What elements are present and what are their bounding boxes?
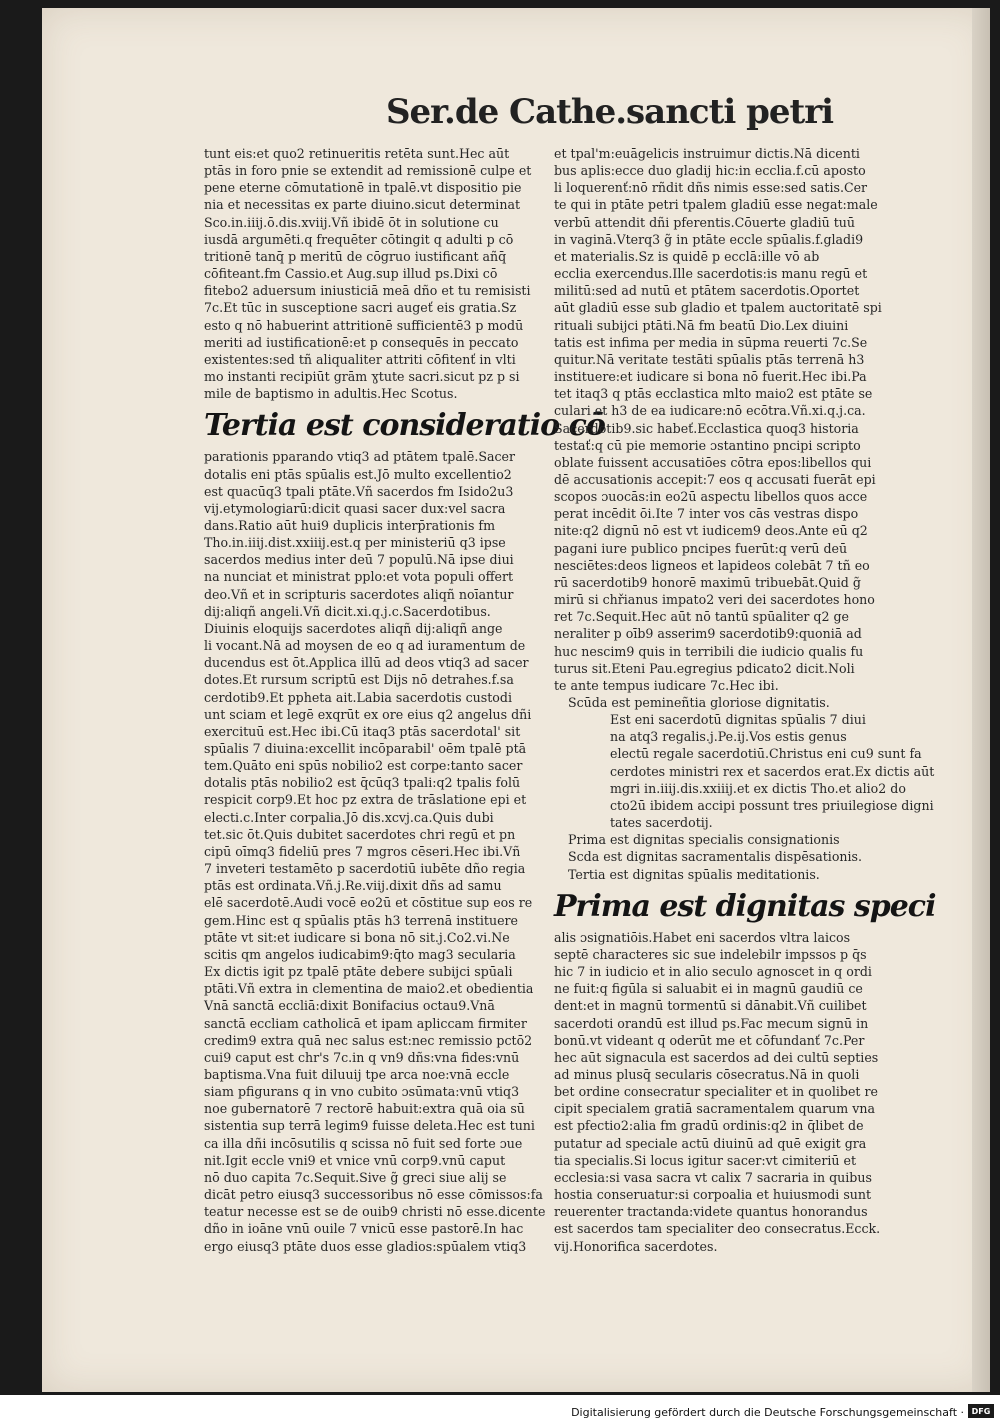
text-line: tunt eis:et quo2 retinueritis retēta sunt.Hec aūt xyxy=(204,146,510,161)
text-line: credim9 extra quā nec salus est:nec remissio pctō2 xyxy=(204,1032,533,1048)
text-line: bus aplis:ecce duo gladij hic:in ecclia.f.cū aposto xyxy=(554,163,866,179)
text-line: perat incēdit ōi.Ite 7 inter vos cās vestras dispo xyxy=(554,506,859,522)
text-line: tia specialis.Si locus igitur sacer:vt cimiteriū et xyxy=(554,1152,857,1168)
text-line: Scda est dignitas sacramentalis dispēsationis. xyxy=(568,849,863,865)
text-line: dij:aliqñ angeli.Vñ dicit.xi.q.j.c.Sacerdotibus. xyxy=(204,603,491,619)
text-line: mgri in.iiij.dis.xxiiij.et ex dictis Tho.et alio2 do xyxy=(610,780,906,796)
text-line: nite:q2 dignū nō est vt iudicem9 deos.Ante eū q2 xyxy=(554,523,868,539)
text-line: Prima est dignitas specialis consignationis xyxy=(568,832,840,848)
text-line: ne fuit:q figūla si saluabit ei in magnū gaudiū ce xyxy=(554,981,863,997)
text-line: putatur ad speciale actū diuinū ad quē exigit gra xyxy=(554,1135,867,1151)
text-line: tem.Quāto eni spūs nobilio2 est corpe:tanto sacer xyxy=(204,758,523,774)
text-line: Tho.in.iiij.dist.xxiiij.est.q per ministeriū q3 ipse xyxy=(204,535,506,551)
text-line: bonū.vt videant q oderūt me et cōfundanť 7c.Per xyxy=(554,1032,865,1048)
text-line: tates sacerdotij. xyxy=(610,815,713,831)
right-column xyxy=(554,145,936,1255)
text-line: cui9 caput est chr's 7c.in q vn9 dñs:vna fides:vnū xyxy=(204,1049,520,1065)
text-line: vij.Honorifica sacerdotes. xyxy=(554,1238,718,1254)
text-line: tatis est infima per media in sūpma reuerti 7c.Se xyxy=(554,334,868,350)
text-line: teatur necesse est se de ouib9 christi nō esse.dicente xyxy=(204,1204,546,1220)
running-head: Ser.de Cathe.sancti petri xyxy=(386,92,834,132)
text-line: te qui in ptāte petri tpalem gladiū esse negat:male xyxy=(554,197,878,213)
text-line: ptāti.Vñ extra in clementina de maio2.et obedientia xyxy=(204,981,534,997)
section-heading-prima: Prima est dignitas speci xyxy=(554,888,936,924)
text-line: ducendus est ōt.Applica illū ad deos vtiq3 ad sacer xyxy=(204,655,529,671)
text-line: scitis qm angelos iudicabim9:q̄to mag3 secularia xyxy=(204,946,516,962)
text-line: ecclesia:si vasa sacra vt calix 7 sacraria in quibus xyxy=(554,1169,872,1185)
text-line: sacerdos medius inter deū 7 populū.Nā ipse diui xyxy=(204,552,514,568)
text-line: ptās in foro pnie se extendit ad remissionē culpe et xyxy=(204,163,532,179)
text-line: dño in ioāne vnū ouile 7 vnicū esse pastorē.In hac xyxy=(204,1221,524,1237)
text-line: culari et h3 de ea iudicare:nō ecōtra.Vñ.xi.q.j.ca. xyxy=(554,403,866,419)
text-line: dotalis ptās nobilio2 est q̄cūq3 tpali:q2 tpalis folū xyxy=(204,775,521,791)
text-line: te ante tempus iudicare 7c.Hec ibi. xyxy=(554,677,779,693)
text-line: mile de baptismo in adultis.Hec Scotus. xyxy=(204,386,458,402)
text-line: mirū si chřianus impato2 veri dei sacerdotes hono xyxy=(554,592,875,608)
left-column xyxy=(204,145,605,1255)
text-line: fitebo2 aduersum iniusticiā meā dño et tu remisisti xyxy=(204,283,531,299)
text-line: et materialis.Sz is quidē p ecclā:ille vō ab xyxy=(554,248,820,264)
text-line: instituere:et iudicare si bona nō fuerit.Hec ibi.Pa xyxy=(554,369,867,385)
text-line: cerdotes ministri rex et sacerdos erat.Ex dictis aūt xyxy=(610,763,935,779)
text-line: dotalis eni ptās spūalis est.Jō multo excellentio2 xyxy=(204,466,512,482)
text-line: in vaginā.Vterq3 g̃ in ptāte eccle spūalis.f.gladi9 xyxy=(554,231,864,247)
text-line: sanctā eccliam catholicā et ipam apliccam firmiter xyxy=(204,1015,527,1031)
text-line: 7c.Et tūc in susceptione sacri augeť eis gratia.Sz xyxy=(204,300,517,316)
text-line: quitur.Nā veritate testāti spūalis ptās terrenā h3 xyxy=(554,351,865,367)
text-line: hec aūt signacula est sacerdos ad dei cultū septies xyxy=(554,1049,879,1065)
text-line: dans.Ratio aūt hui9 duplicis interp̄rationis fm xyxy=(204,517,496,533)
text-line: testať:q cū pie memorie ɔstantino pncipi scripto xyxy=(554,437,861,453)
text-line: ptās est ordinata.Vñ.j.Re.viij.dixit dñs ad samu xyxy=(204,878,502,894)
text-line: deo.Vñ et in scripturis sacerdotes aliqñ noīantur xyxy=(204,586,514,602)
text-line: noe gubernatorē 7 rectorē habuit:extra quā oia sū xyxy=(204,1101,525,1117)
text-line: vij.etymologiarū:dicit quasi sacer dux:vel sacra xyxy=(204,500,506,516)
text-line: li loquerenť:nō rñdit dñs nimis esse:sed satis.Cer xyxy=(554,180,868,196)
text-line: militū:sed ad nutū et ptātem sacerdotis.Oportet xyxy=(554,283,860,299)
text-line: nō duo capita 7c.Sequit.Sive g̃ greci siue alij se xyxy=(204,1169,507,1185)
section-heading-tertia: Tertia est consideratio cō xyxy=(204,408,605,444)
text-line: sacerdoti orandū est illud ps.Fac mecum signū in xyxy=(554,1015,869,1031)
text-line: parationis pparando vtiq3 ad ptātem tpalē.Sacer xyxy=(204,449,516,465)
text-line: dicāt petro eiusq3 successoribus nō esse cōmissos:fa xyxy=(204,1187,543,1203)
text-line: ca illa dñi incōsutilis q scissa nō fuit sed forte ɔue xyxy=(204,1135,523,1151)
text-line: siam pfigurans q in vno cubito ɔsūmata:vnū vtiq3 xyxy=(204,1084,520,1100)
text-line: Est eni sacerdotū dignitas spūalis 7 diui xyxy=(610,712,866,728)
text-line: iusdā argumēti.q frequēter cōtingit q adulti p cō xyxy=(204,231,514,247)
text-line: tet itaq3 q ptās ecclastica mlto maio2 est ptāte se xyxy=(554,386,873,402)
text-line: meriti ad iustificationē:et p consequēs in peccato xyxy=(204,334,519,350)
text-line: dotes.Et rursum scriptū est Dijs nō detrahes.f.sa xyxy=(204,672,514,688)
text-line: dē accusationis accepit:7 eos q accusati fuerāt epi xyxy=(554,471,876,487)
text-line: bet ordine consecratur specialiter et in quolibet re xyxy=(554,1084,878,1100)
text-line: na atq3 regalis.j.Pe.ij.Vos estis genus xyxy=(610,729,847,745)
text-line: est quacūq3 tpali ptāte.Vñ sacerdos fm Isido2u3 xyxy=(204,483,514,499)
text-line: hostia conseruatur:si corpoalia et huiusmodi sunt xyxy=(554,1187,872,1203)
text-line: aūt gladiū esse sub gladio et tpalem auctoritatē spi xyxy=(554,300,882,316)
text-line: est sacerdos tam specialiter deo consecratus.Ecck. xyxy=(554,1221,881,1237)
text-line: respicit corp9.Et hoc pz extra de trāslatione epi et xyxy=(204,792,527,808)
text-line: ptāte vt sit:et iudicare si bona nō sit.j.Co2.vi.Ne xyxy=(204,929,510,945)
text-line: cerdotib9.Et ppheta ait.Labia sacerdotis custodi xyxy=(204,689,512,705)
text-line: baptisma.Vna fuit diluuij tpe arca noe:vnā eccle xyxy=(204,1066,510,1082)
text-line: na nunciat et ministrat pplo:et vota populi offert xyxy=(204,569,514,585)
text-line: ad minus plusq̄ secularis cōsecratus.Nā in quoli xyxy=(554,1066,860,1082)
text-line: esto q nō habuerint attritionē sufficientē3 p modū xyxy=(204,317,524,333)
text-line: cōfiteant.fm Cassio.et Aug.sup illud ps.Dixi cō xyxy=(204,266,498,282)
text-line: spūalis 7 diuina:excellit incōparabil' oēm tpalē ptā xyxy=(204,741,527,756)
text-line: exercituū est.Hec ibi.Cū itaq3 ptās sacerdotal' sit xyxy=(204,723,521,739)
dignitas-list xyxy=(554,831,900,882)
funding-credit: Digitalisierung gefördert durch die Deutsche Forschungsgemeinschaft · xyxy=(571,1406,964,1419)
text-line: Tertia est dignitas spūalis meditationis. xyxy=(568,866,820,882)
text-line: cipū oīmq3 fideliū pres 7 mgros cēseri.Hec ibi.Vñ xyxy=(204,843,521,859)
text-line: Vnā sanctā eccliā:dixit Bonifacius octau9.Vnā xyxy=(204,998,495,1014)
text-line: li vocant.Nā ad moysen de eo q ad iuramentum de xyxy=(204,638,526,654)
left-paragraph-a xyxy=(204,145,552,402)
text-line: verbū attendit dñi pferentis.Cōuerte gladiū tuū xyxy=(554,214,856,230)
text-line: rituali subijci ptāti.Nā fm beatū Dio.Lex diuini xyxy=(554,317,849,333)
text-line: dent:et in magnū tormentū si dānabit.Vñ cuilibet xyxy=(554,998,867,1014)
text-line: Sco.in.iiij.ō.dis.xviij.Vñ ibidē ōt in solutione cu xyxy=(204,214,499,230)
left-paragraph-b xyxy=(204,448,552,1254)
text-line: Sacerdotib9.sic habeť.Ecclastica quoq3 historia xyxy=(554,420,859,436)
page-edge xyxy=(972,8,990,1392)
text-line: turus sit.Eteni Pau.egregius pdicato2 dicit.Noli xyxy=(554,660,855,676)
text-line: electū regale sacerdotiū.Christus eni cu9 sunt fa xyxy=(610,746,922,762)
text-line: gem.Hinc est q spūalis ptās h3 terrenā instituere xyxy=(204,912,518,928)
text-line: nia et necessitas ex parte diuino.sicut determinat xyxy=(204,197,521,213)
text-line: electi.c.Inter corpalia.Jō dis.xcvj.ca.Quis dubi xyxy=(204,809,494,825)
text-line: tet.sic ōt.Quis dubitet sacerdotes chri regū et pn xyxy=(204,826,516,842)
right-paragraph-a xyxy=(554,145,900,694)
text-line: cipit specialem gratiā sacramentalem quarum vna xyxy=(554,1101,875,1117)
text-line: nesciētes:deos ligneos et lapideos colebāt 7 tñ eo xyxy=(554,557,870,573)
text-line: septē characteres sic sue indelebilr impssos p q̄s xyxy=(554,946,867,962)
text-line: nit.Igit eccle vni9 et vnice vnū corp9.vnū caput xyxy=(204,1152,506,1168)
right-paragraph-c xyxy=(554,929,900,1255)
text-line: elē sacerdotē.Audi vocē eo2ū et cōstitue sup eos re xyxy=(204,895,533,911)
text-line: Ex dictis igit pz tpalē ptāte debere subijci spūali xyxy=(204,964,513,980)
text-line: mo instanti recipiūt grām ɣtute sacri.sicut pz p si xyxy=(204,369,520,385)
text-line: alis ɔsignatiōis.Habet eni sacerdos vltra laicos xyxy=(554,929,851,945)
text-line: pene eterne cōmutationē in tpalē.vt dispositio pie xyxy=(204,180,522,196)
text-line: tritionē tanq̄ p meritū de cōgruo iustificant añq̄ xyxy=(204,248,507,264)
text-line: cto2ū ibidem accipi possunt tres priuilegiose digni xyxy=(610,797,934,813)
text-line: huc nescim9 quis in terribili die iudicio qualis fu xyxy=(554,643,864,659)
text-line: existentes:sed tñ aliqualiter attriti cōfitenť in vlti xyxy=(204,351,516,367)
text-line: hic 7 in iudicio et in alio seculo agnoscet in q ordi xyxy=(554,964,872,980)
text-line: reuerenter tractanda:videte quantus honorandus xyxy=(554,1204,868,1220)
text-line: unt sciam et legē exqrūt ex ore eius q2 angelus dñi xyxy=(204,706,532,722)
text-line: et tpal'm:euāgelicis instruimur dictis.Nā dicenti xyxy=(554,146,860,161)
text-line: ret 7c.Sequit.Hec aūt nō tantū spūaliter q2 ge xyxy=(554,609,850,625)
text-line: rū sacerdotib9 honorē maximū tribuebāt.Quid g̃ xyxy=(554,574,861,590)
text-line: sistentia sup terrā legim9 fuisse deleta.Hec est tuni xyxy=(204,1118,535,1134)
dfg-logo: DFG xyxy=(968,1404,994,1418)
text-line: ergo eiusq3 ptāte duos esse gladios:spūalem vtiq3 xyxy=(204,1238,527,1254)
text-line: Diuinis eloquijs sacerdotes aliqñ dij:aliqñ ange xyxy=(204,620,503,636)
text-line: est pfectio2:alia fm gradū ordinis:q2 in q̄libet de xyxy=(554,1118,864,1134)
text-line: neraliter p oīb9 asserim9 sacerdotib9:quoniā ad xyxy=(554,626,862,642)
text-line: pagani iure publico pncipes fuerūt:q verū deū xyxy=(554,540,848,556)
text-line: ecclia exercendus.Ille sacerdotis:is manu regū et xyxy=(554,266,868,282)
text-line: oblate fuissent accusatiōes cōtra epos:libellos qui xyxy=(554,454,872,470)
right-paragraph-b xyxy=(554,711,935,831)
text-line: 7 inveteri testamēto p sacerdotiū iubēte dño regia xyxy=(204,861,526,877)
secunda-line: Scūda est pemineñtia gloriose dignitatis. xyxy=(568,695,830,710)
text-line: scopos ɔuocās:in eo2ū aspectu libellos quos acce xyxy=(554,489,868,505)
